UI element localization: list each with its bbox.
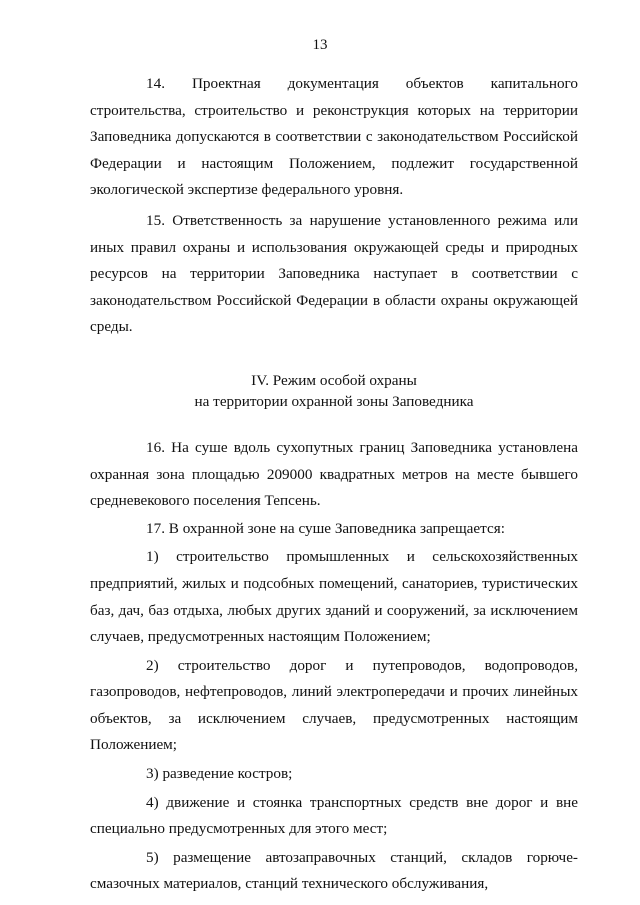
section-heading <box>90 370 578 412</box>
list-item-2: 2) строительство дорог и путепроводов, водопроводов, газопроводов, нефтепроводов, линий электропередачи и прочих линейных объектов, за исключением случаев, предусмотренных настоящим Положением; <box>90 656 578 754</box>
list-item-5: 5) размещение автозаправочных станций, складов горюче-смазочных материалов, станций технического обслуживания, <box>90 848 578 893</box>
paragraph-17: 17. В охранной зоне на суше Заповедника запрещается: <box>146 519 505 537</box>
list-item-1: 1) строительство промышленных и сельскохозяйственных предприятий, жилых и подсобных помещений, санаториев, туристических баз, дач, баз отдыха, любых других зданий и сооружений, за исключением случаев, предусмотренных настоящим Положением; <box>90 548 578 646</box>
paragraph-14: 14. Проектная документация объектов капитального строительства, строительство и реконструкция которых на территории Заповедника допускаются в соответствии с законодательством Российской Федерации и настоящим Положением, подлежит государственной экологической экспертизе федерального уровня. <box>90 75 578 199</box>
list-item-4: 4) движение и стоянка транспортных средств вне дорог и вне специально предусмотренных для этого мест; <box>90 793 578 838</box>
list-item-3: 3) разведение костров; <box>146 765 293 783</box>
section-heading-line-1: IV. Режим особой охраны <box>251 371 417 389</box>
paragraph-16: 16. На суше вдоль сухопутных границ Заповедника установлена охранная зона площадью 209000 квадратных метров на месте бывшего средневекового поселения Тепсень. <box>90 438 578 510</box>
section-heading-line-2: на территории охранной зоны Заповедника <box>194 392 474 410</box>
paragraph-15: 15. Ответственность за нарушение установленного режима или иных правил охраны и использования окружающей среды и природных ресурсов на территории Заповедника наступает в соответствии с законодательством Российской Федерации в области охраны окружающей среды. <box>90 211 578 336</box>
document-body <box>90 71 578 898</box>
page-number: 13 <box>312 37 328 53</box>
